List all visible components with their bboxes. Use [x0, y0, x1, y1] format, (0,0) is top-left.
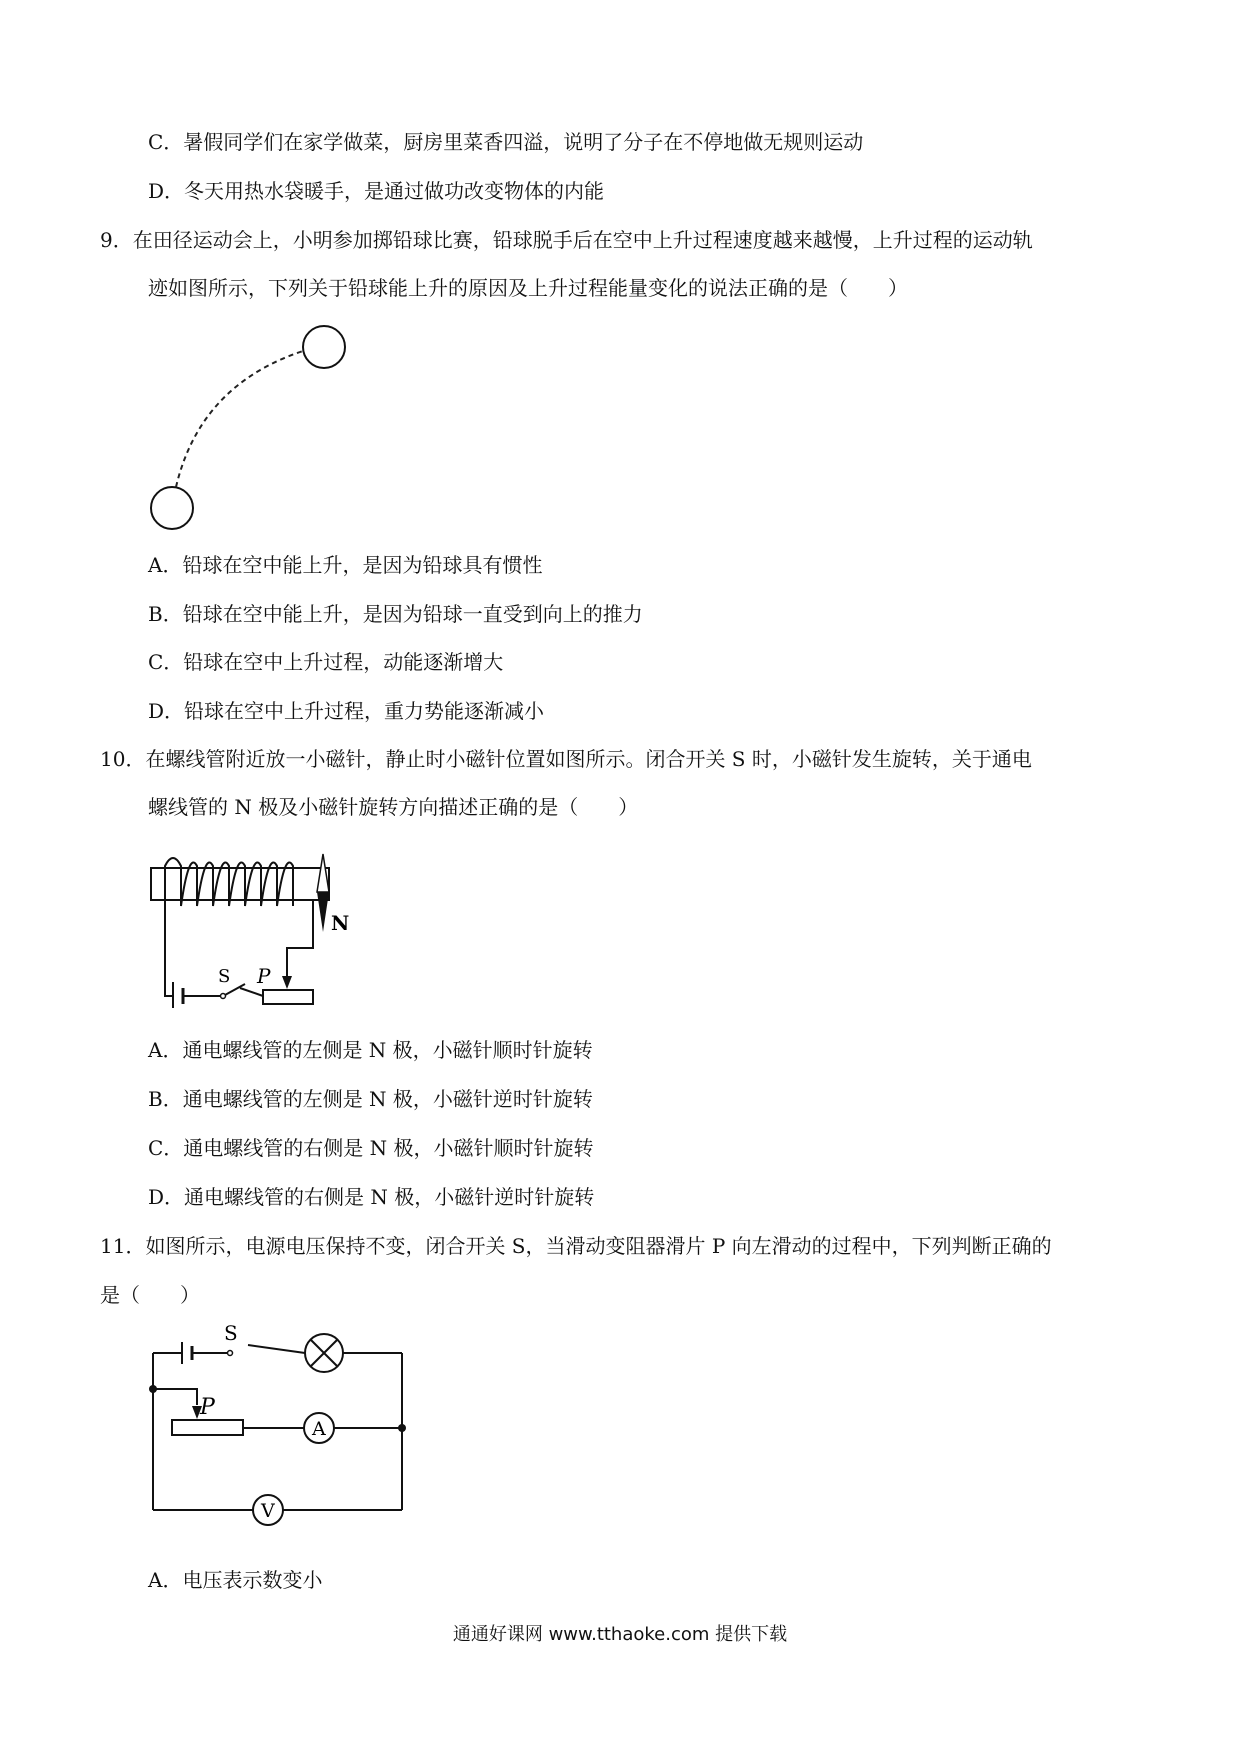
q11-switch-label: S: [224, 1321, 238, 1345]
q9-option-a: A．铅球在空中能上升，是因为铅球具有惯性: [148, 553, 543, 577]
q10-option-c: C．通电螺线管的右侧是 N 极，小磁针顺时针旋转: [148, 1136, 594, 1160]
q11-slider-label: P: [200, 1395, 215, 1420]
q11-circuit-figure: [140, 1318, 420, 1528]
q9-trajectory-figure: [140, 315, 360, 535]
q10-switch-label: S: [218, 966, 231, 987]
shot-put-ball-bottom: [151, 487, 193, 529]
q10-rheostat: [263, 990, 313, 1004]
compass-needle-top: [317, 854, 329, 892]
q10-option-d: D．通电螺线管的右侧是 N 极，小磁针逆时针旋转: [148, 1185, 595, 1209]
compass-needle-bottom: [317, 892, 329, 932]
q9-option-b: B．铅球在空中能上升，是因为铅球一直受到向上的推力: [148, 602, 643, 626]
solenoid-coil: [165, 858, 293, 906]
q10-slider-label: P: [257, 964, 271, 988]
q11-option-a: A．电压表示数变小: [148, 1568, 323, 1592]
q10-option-a: A．通电螺线管的左侧是 N 极，小磁针顺时针旋转: [148, 1038, 593, 1062]
lamp-icon: [305, 1334, 343, 1372]
q10-slider-arrow: [282, 976, 292, 989]
junction-dot-left: [149, 1385, 157, 1393]
q9-stem-line2: 迹如图所示，下列关于铅球能上升的原因及上升过程能量变化的说法正确的是（ ）: [148, 276, 908, 300]
q9-option-d: D．铅球在空中上升过程，重力势能逐渐减小: [148, 699, 545, 723]
solenoid-core: [151, 868, 329, 900]
ammeter-label: A: [312, 1418, 326, 1440]
q11-stem-line2: 是（ ）: [100, 1283, 200, 1307]
junction-dot-right: [398, 1424, 406, 1432]
q11-switch-contact: [228, 1351, 233, 1356]
shot-put-ball-top: [303, 326, 345, 368]
q8-option-d: D．冬天用热水袋暖手，是通过做功改变物体的内能: [148, 179, 605, 203]
q10-option-b: B．通电螺线管的左侧是 N 极，小磁针逆时针旋转: [148, 1087, 593, 1111]
q10-stem-line1: 10．在螺线管附近放一小磁针，静止时小磁针位置如图所示。闭合开关 S 时，小磁针发生旋转，关于通电: [100, 747, 1032, 771]
q10-circuit-wires: [165, 900, 313, 996]
page-footer: 通通好课网 www.tthaoke.com 提供下载: [452, 1624, 788, 1645]
q10-solenoid-circuit-figure: [145, 848, 405, 1018]
q8-option-c: C．暑假同学们在家学做菜，厨房里菜香四溢，说明了分子在不停地做无规则运动: [148, 130, 864, 154]
voltmeter-label: V: [261, 1500, 275, 1522]
q11-rheostat: [172, 1420, 243, 1435]
q11-circuit-wires: [153, 1345, 402, 1510]
q9-option-c: C．铅球在空中上升过程，动能逐渐增大: [148, 650, 504, 674]
trajectory-path: [176, 351, 303, 487]
q11-stem-line1: 11．如图所示，电源电压保持不变，闭合开关 S，当滑动变阻器滑片 P 向左滑动的过程中，下列判断正确的: [100, 1234, 1052, 1258]
q9-stem-line1: 9．在田径运动会上，小明参加掷铅球比赛，铅球脱手后在空中上升过程速度越来越慢，上升过程的运动轨: [100, 228, 1033, 252]
q10-stem-line2: 螺线管的 N 极及小磁针旋转方向描述正确的是（ ）: [148, 795, 639, 819]
compass-needle-label: N: [331, 911, 350, 935]
